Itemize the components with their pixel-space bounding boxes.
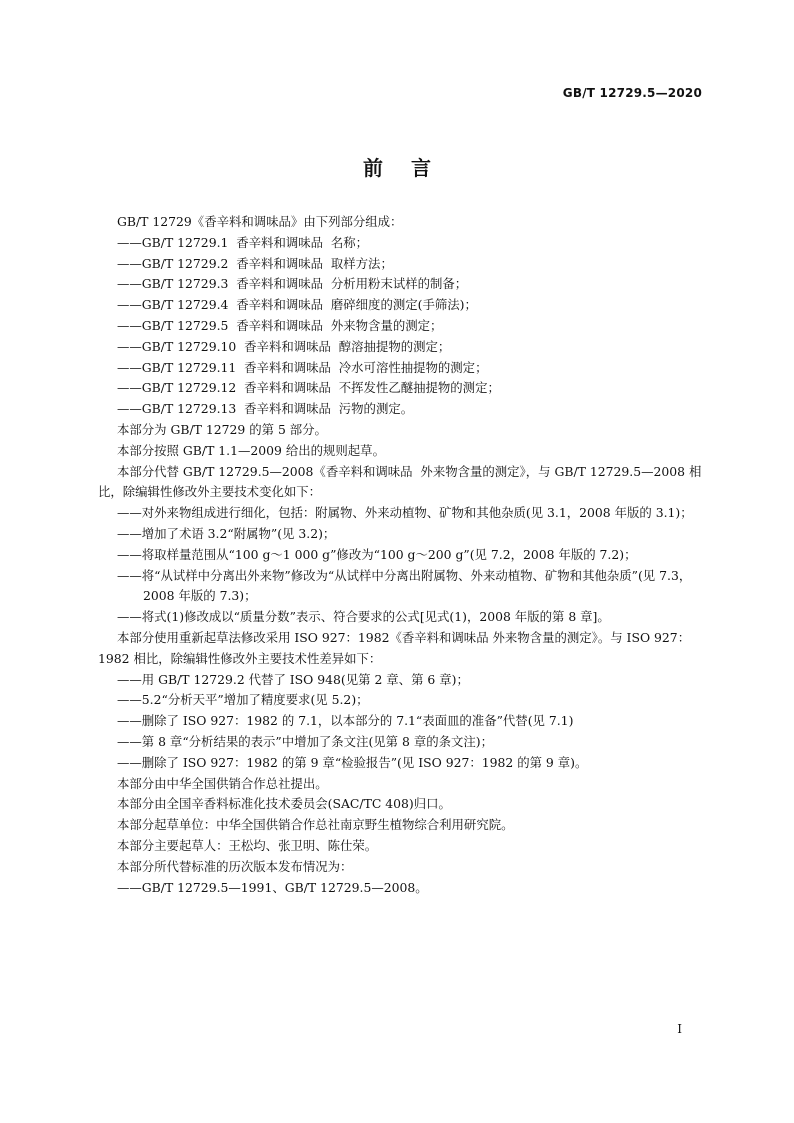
list-item: ——第 8 章“分析结果的表示”中增加了条文注(见第 8 章的条文注)；	[117, 733, 494, 749]
paragraph: 本部分由全国辛香料标准化技术委员会(SAC/TC 408)归口。	[117, 796, 451, 812]
list-item: ——增加了术语 3.2“附属物”(见 3.2)；	[117, 525, 336, 541]
list-item: ——GB/T 12729.1 香辛料和调味品 名称；	[117, 234, 369, 250]
list-item: ——对外来物组成进行细化，包括：附属物、外来动植物、矿物和其他杂质(见 3.1，2008 年版的 3.1)；	[117, 505, 693, 521]
paragraph: 本部分代替 GB/T 12729.5—2008《香辛料和调味品 外来物含量的测定》，与 GB/T 12729.5—2008 相比，除编辑性修改外主要技术变化如下：	[98, 463, 702, 500]
paragraph: 本部分由中华全国供销合作总社提出。	[117, 775, 328, 791]
paragraph: 本部分所代替标准的历次版本发布情况为：	[117, 858, 353, 874]
page-title	[0, 152, 794, 181]
list-item: ——GB/T 12729.12 香辛料和调味品 不挥发性乙醚抽提物的测定；	[117, 380, 500, 396]
standard-code: GB/T 12729.5—2020	[562, 86, 702, 100]
list-item: ——GB/T 12729.5—1991、GB/T 12729.5—2008。	[117, 879, 428, 895]
list-item: ——将式(1)修改成以“质量分数”表示、符合要求的公式[见式(1)，2008 年版的第 8 章]。	[117, 609, 610, 625]
list-item: ——删除了 ISO 927：1982 的第 9 章“检验报告”(见 ISO 927：1982 的第 9 章)。	[117, 754, 588, 770]
paragraph: 本部分起草单位：中华全国供销合作总社南京野生植物综合利用研究院。	[117, 817, 514, 833]
list-item: ——GB/T 12729.4 香辛料和调味品 磨碎细度的测定(手筛法)；	[117, 297, 477, 313]
list-item: ——5.2“分析天平”增加了精度要求(见 5.2)；	[117, 692, 369, 708]
page-number: I	[677, 1022, 682, 1036]
paragraph: 本部分按照 GB/T 1.1—2009 给出的规则起草。	[117, 442, 385, 458]
paragraph: 本部分使用重新起草法修改采用 ISO 927：1982《香辛料和调味品 外来物含量的测定》。与 ISO 927：1982 相比，除编辑性修改外主要技术性差异如下：	[98, 629, 691, 666]
title-char-1: 前	[363, 156, 383, 180]
title-char-2: 言	[411, 156, 431, 180]
list-item: ——GB/T 12729.3 香辛料和调味品 分析用粉末试样的制备；	[117, 276, 468, 292]
list-item: ——将“从试样中分离出外来物”修改为“从试样中分离出附属物、外来动植物、矿物和其他杂质”(见 7.3，2008 年版的 7.3)；	[117, 567, 692, 604]
list-item: ——GB/T 12729.5 香辛料和调味品 外来物含量的测定；	[117, 317, 443, 333]
list-item: ——删除了 ISO 927：1982 的 7.1，以本部分的 7.1“表面皿的准备”代替(见 7.1)	[117, 713, 574, 729]
foreword-body	[98, 212, 708, 898]
paragraph: GB/T 12729《香辛料和调味品》由下列部分组成：	[117, 214, 403, 229]
list-item: ——GB/T 12729.10 香辛料和调味品 醇溶抽提物的测定；	[117, 338, 451, 354]
paragraph: 本部分主要起草人：王松均、张卫明、陈仕荣。	[117, 837, 378, 853]
list-item: ——用 GB/T 12729.2 代替了 ISO 948(见第 2 章、第 6 章)；	[117, 671, 469, 687]
list-item: ——GB/T 12729.13 香辛料和调味品 污物的测定。	[117, 401, 414, 417]
list-item: ——GB/T 12729.11 香辛料和调味品 冷水可溶性抽提物的测定；	[117, 359, 488, 375]
list-item: ——将取样量范围从“100 g～1 000 g”修改为“100 g～200 g”(见 7.2，2008 年版的 7.2)；	[117, 546, 637, 562]
paragraph: 本部分为 GB/T 12729 的第 5 部分。	[117, 421, 327, 437]
list-item: ——GB/T 12729.2 香辛料和调味品 取样方法；	[117, 255, 393, 271]
